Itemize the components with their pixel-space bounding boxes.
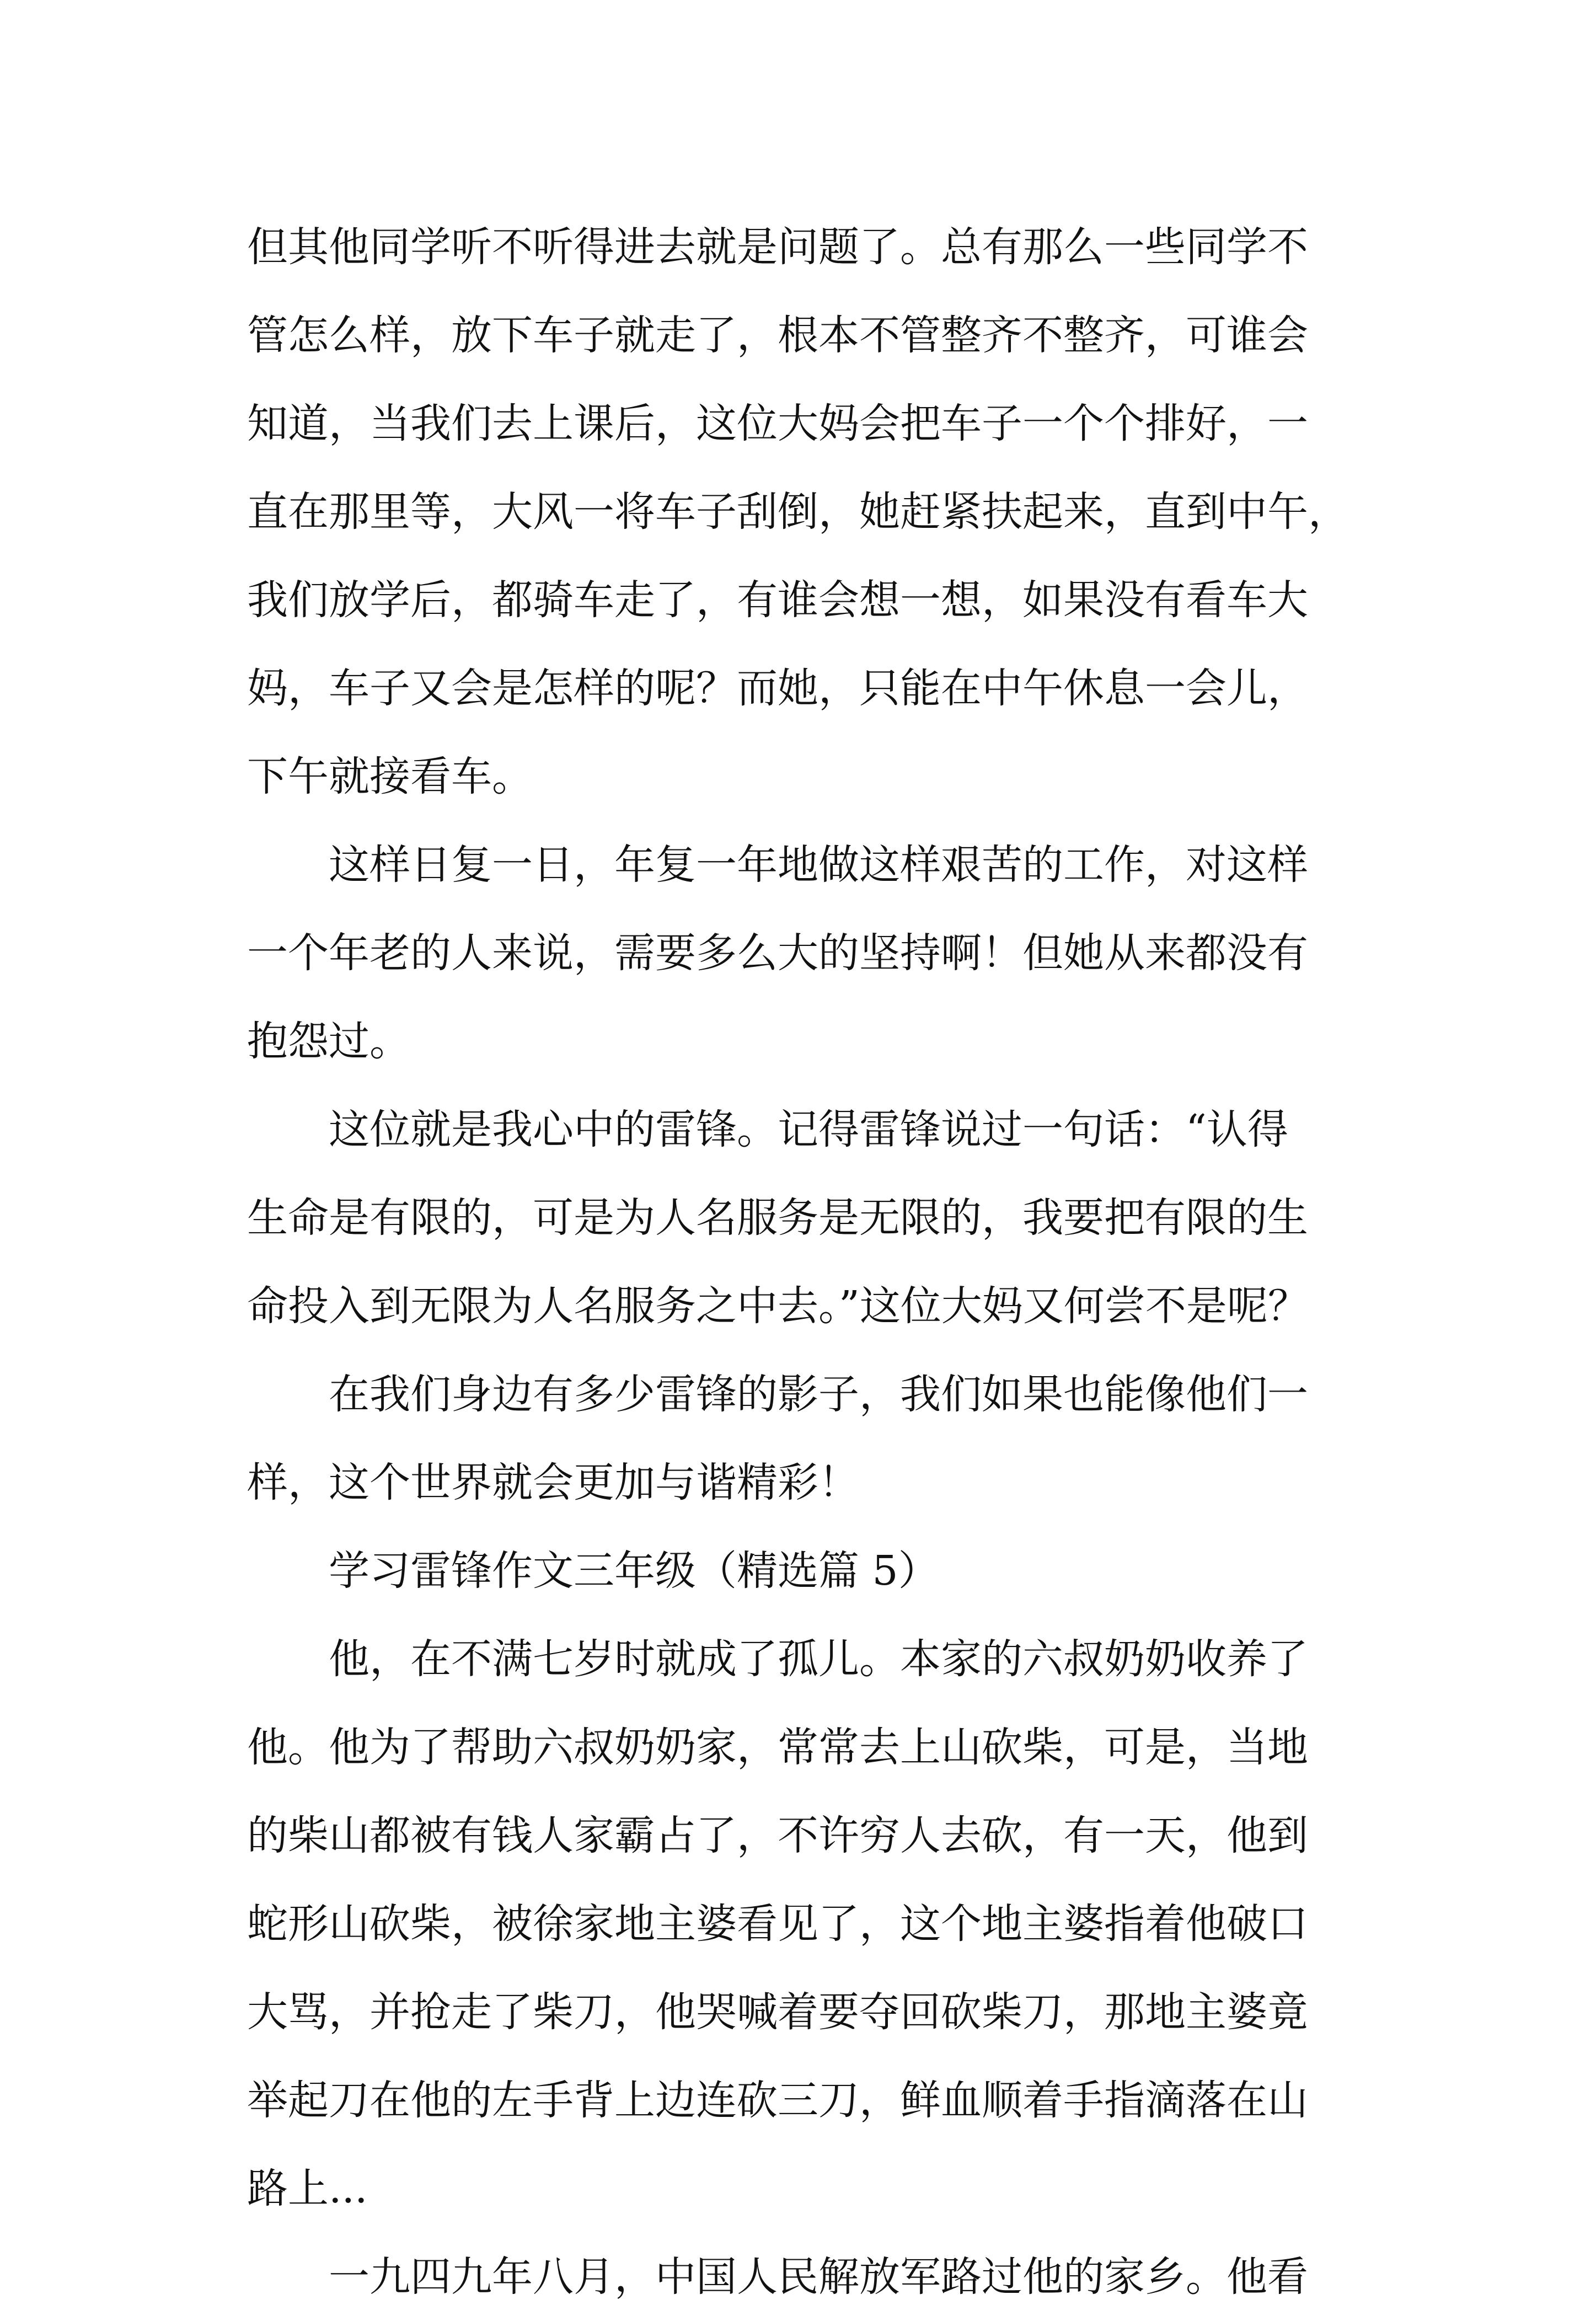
text-line: 我们放学后，都骑车走了，有谁会想一想，如果没有看车大 — [247, 576, 1308, 624]
section-heading: 学习雷锋作文三年级（精选篇 5） — [329, 1547, 939, 1595]
paragraph-first-line: 这样日复一日，年复一年地做这样艰苦的工作，对这样 — [329, 841, 1308, 889]
text-line: 管怎么样，放下车子就走了，根本不管整齐不整齐，可谁会 — [247, 312, 1308, 359]
text-line: 妈，车子又会是怎样的呢？而她，只能在中午休息一会儿， — [247, 665, 1308, 712]
text-line: 知道，当我们去上课后，这位大妈会把车子一个个排好，一 — [247, 400, 1308, 447]
paragraph-first-line: 他，在不满七岁时就成了孤儿。本家的六叔奶奶收养了 — [329, 1635, 1308, 1683]
text-line: 举起刀在他的左手背上边连砍三刀，鲜血顺着手指滴落在山 — [247, 2077, 1308, 2124]
text-line: 生命是有限的，可是为人名服务是无限的，我要把有限的生 — [247, 1194, 1308, 1242]
text-line: 一个年老的人来说，需要多么大的坚持啊！但她从来都没有 — [247, 929, 1308, 977]
paragraph-first-line: 这位就是我心中的雷锋。记得雷锋说过一句话：“认得 — [329, 1106, 1288, 1153]
text-line: 路上... — [247, 2165, 368, 2212]
text-line: 抱怨过。 — [247, 1018, 410, 1065]
text-line: 直在那里等，大风一将车子刮倒，她赶紧扶起来，直到中午， — [247, 488, 1349, 536]
text-line: 蛇形山砍柴，被徐家地主婆看见了，这个地主婆指着他破口 — [247, 1900, 1308, 1948]
document-body — [247, 203, 1356, 2321]
text-line: 命投入到无限为人名服务之中去。”这位大妈又何尝不是呢？ — [247, 1282, 1309, 1330]
paragraph-first-line: 在我们身边有多少雷锋的影子，我们如果也能像他们一 — [329, 1371, 1308, 1418]
text-line: 大骂，并抢走了柴刀，他哭喊着要夺回砍柴刀，那地主婆竟 — [247, 1988, 1308, 2036]
paragraph-first-line: 一九四九年八月，中国人民解放军路过他的家乡。他看 — [329, 2253, 1308, 2301]
text-line: 样，这个世界就会更加与谐精彩！ — [247, 1459, 859, 1506]
text-line: 但其他同学听不听得进去就是问题了。总有那么一些同学不 — [247, 223, 1308, 271]
text-line: 下午就接看车。 — [247, 753, 533, 800]
text-line: 他。他为了帮助六叔奶奶家，常常去上山砍柴，可是，当地 — [247, 1724, 1308, 1771]
text-line: 的柴山都被有钱人家霸占了，不许穷人去砍，有一天，他到 — [247, 1812, 1308, 1859]
